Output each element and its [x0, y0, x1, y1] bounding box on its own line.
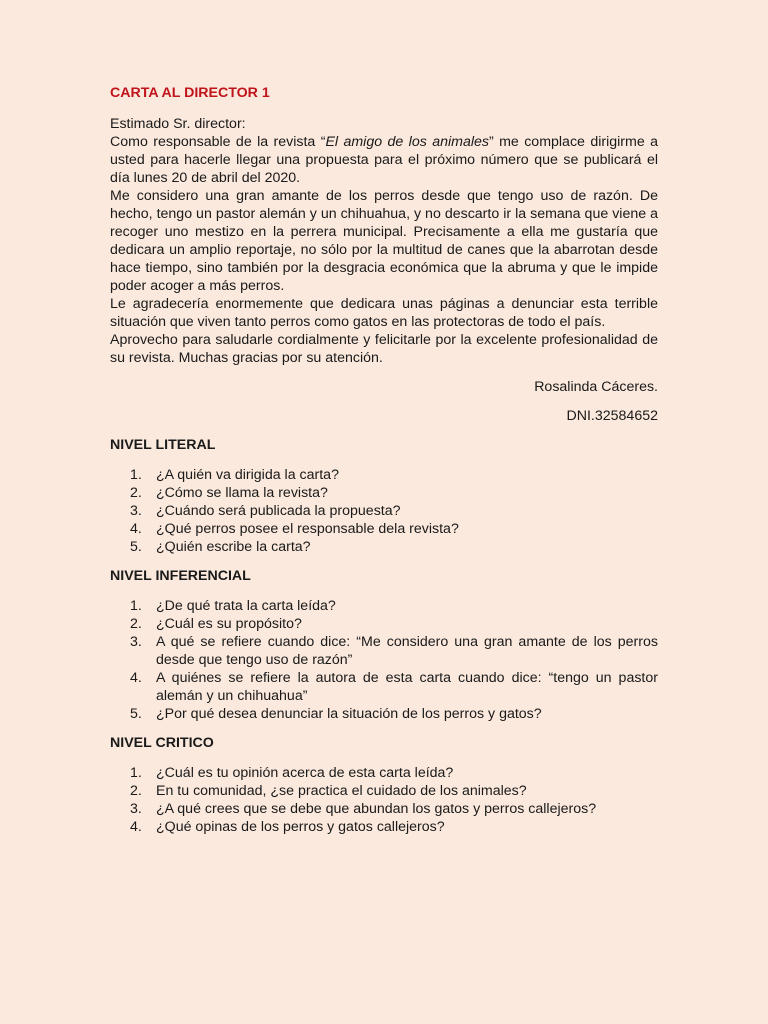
- question-item: [110, 538, 658, 556]
- question-number: 5.: [130, 706, 142, 722]
- letter-content: [110, 84, 658, 836]
- question-item: [110, 502, 658, 520]
- question-list-critico: [110, 764, 658, 836]
- question-item: [110, 615, 658, 633]
- question-number: 2.: [130, 783, 142, 799]
- question-text: ¿Cuándo será publicada la propuesta?: [156, 503, 401, 519]
- section-title-critico: NIVEL CRITICO: [110, 735, 214, 751]
- question-text: ¿Cómo se llama la revista?: [156, 485, 328, 501]
- question-item: [110, 764, 658, 782]
- section-title-literal: NIVEL LITERAL: [110, 437, 216, 453]
- paragraph-1-after: ” me complace dirigirme a usted para hacerle llegar una propuesta para el próximo número que se publicará el día lunes 20 de abril del 2020.: [110, 134, 658, 186]
- question-text: ¿A quién va dirigida la carta?: [156, 467, 339, 483]
- question-text: ¿Qué perros posee el responsable dela revista?: [156, 521, 459, 537]
- paragraph-3: Le agradecería enormemente que dedicara unas páginas a denunciar esta terrible situación que viven tanto perros como gatos en las protectoras de todo el país.: [110, 296, 658, 330]
- question-number: 4.: [130, 670, 142, 686]
- question-number: 5.: [130, 539, 142, 555]
- question-number: 2.: [130, 485, 142, 501]
- section-title-inferencial: NIVEL INFERENCIAL: [110, 568, 251, 584]
- signature-name: Rosalinda Cáceres.: [534, 379, 658, 395]
- question-text: ¿Cuál es su propósito?: [156, 616, 302, 632]
- question-list-literal: [110, 466, 658, 556]
- question-item: [110, 484, 658, 502]
- question-list-inferencial: [110, 597, 658, 723]
- magazine-name: El amigo de los animales: [325, 134, 489, 150]
- question-item: [110, 633, 658, 669]
- question-text: ¿A qué crees que se debe que abundan los gatos y perros callejeros?: [156, 801, 597, 817]
- question-text: A qué se refiere cuando dice: “Me considero una gran amante de los perros desde que tengo uso de razón”: [156, 634, 658, 668]
- letter-greeting: Estimado Sr. director:: [110, 116, 246, 132]
- question-text: ¿De qué trata la carta leída?: [156, 598, 336, 614]
- question-text: En tu comunidad, ¿se practica el cuidado de los animales?: [156, 783, 527, 799]
- question-text: ¿Cuál es tu opinión acerca de esta carta leída?: [156, 765, 454, 781]
- question-item: [110, 800, 658, 818]
- question-item: [110, 466, 658, 484]
- question-number: 3.: [130, 801, 142, 817]
- signature-id: DNI.32584652: [566, 408, 658, 424]
- paragraph-1: [110, 133, 658, 187]
- paragraph-4: Aprovecho para saludarle cordialmente y felicitarle por la excelente profesionalidad de su revista. Muchas gracias por su atención.: [110, 332, 658, 366]
- question-number: 4.: [130, 521, 142, 537]
- question-text: A quiénes se refiere la autora de esta carta cuando dice: “tengo un pastor alemán y un chihuahua”: [156, 670, 658, 704]
- question-text: ¿Por qué desea denunciar la situación de los perros y gatos?: [156, 706, 542, 722]
- question-item: [110, 782, 658, 800]
- question-item: [110, 597, 658, 615]
- question-number: 3.: [130, 503, 142, 519]
- question-number: 2.: [130, 616, 142, 632]
- question-item: [110, 818, 658, 836]
- question-item: [110, 669, 658, 705]
- question-item: [110, 520, 658, 538]
- letter-title: CARTA AL DIRECTOR 1: [110, 85, 270, 101]
- question-item: [110, 705, 658, 723]
- paragraph-1-before: Como responsable de la revista “: [110, 134, 326, 150]
- question-number: 1.: [130, 467, 142, 483]
- question-text: ¿Quién escribe la carta?: [156, 539, 311, 555]
- question-number: 1.: [130, 598, 142, 614]
- question-number: 1.: [130, 765, 142, 781]
- question-number: 3.: [130, 634, 142, 650]
- question-number: 4.: [130, 819, 142, 835]
- paragraph-2: Me considero una gran amante de los perros desde que tengo uso de razón. De hecho, tengo un pastor alemán y un chihuahua, y no descarto ir la semana que viene a recoger uno mestizo en la perrera municipal. Precisamente a ella me gustaría que dedicara un amplio reportaje, no sólo por la multitud de canes que la abarrotan desde hace tiempo, sino también por la desgracia económica que la abruma y que le impide poder acoger a más perros.: [110, 188, 658, 294]
- question-text: ¿Qué opinas de los perros y gatos callejeros?: [156, 819, 445, 835]
